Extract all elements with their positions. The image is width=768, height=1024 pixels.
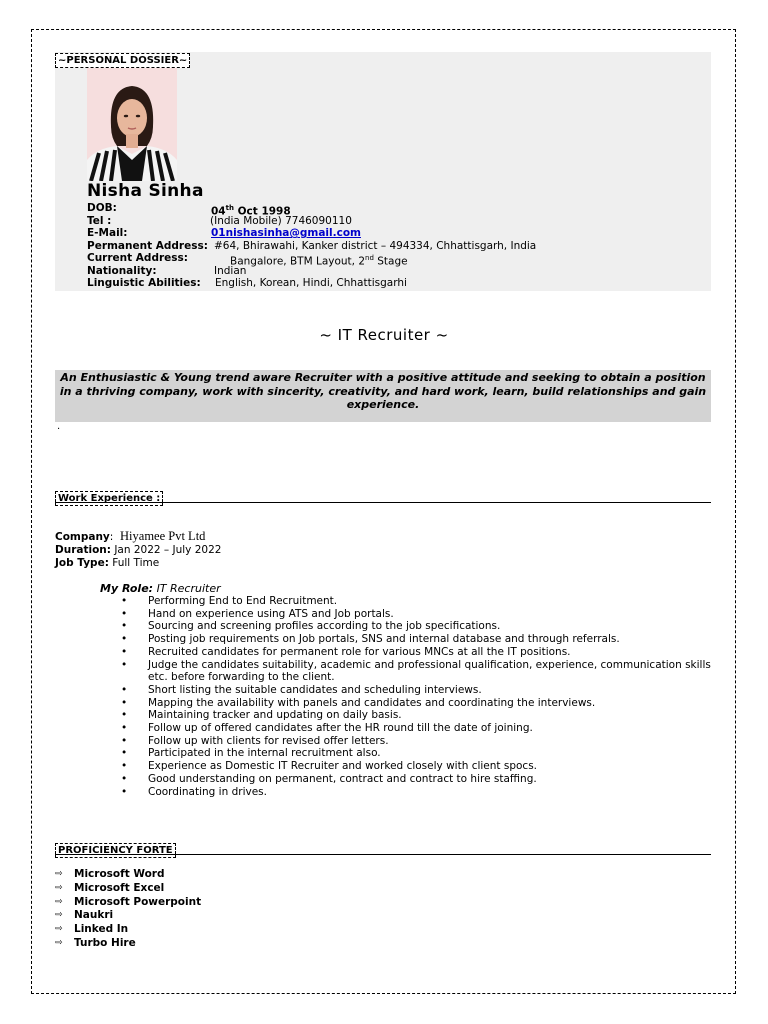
arrow-right-icon: ⇨ — [55, 896, 63, 907]
list-item: ⇨ Naukri — [55, 909, 114, 922]
bullet-dot-icon: • — [121, 633, 128, 646]
personal-section-label: ~PERSONAL DOSSIER~ — [55, 53, 190, 68]
profile-photo — [87, 68, 177, 181]
linguistic-row — [87, 277, 407, 289]
section-divider — [55, 502, 711, 503]
bullet-dot-icon: • — [121, 683, 128, 696]
list-item: • Posting job requirements on Job portals, SNS and internal database and through referrals. — [121, 633, 620, 646]
nationality-row — [87, 265, 247, 277]
bullet-dot-icon: • — [121, 734, 128, 747]
list-item: • Short listing the suitable candidates and scheduling interviews. — [121, 683, 482, 696]
bullet-dot-icon: • — [121, 607, 128, 620]
section-divider — [55, 854, 711, 855]
bullet-dot-icon: • — [121, 772, 128, 785]
bullet-dot-icon: • — [121, 722, 128, 735]
bullet-dot-icon: • — [121, 760, 128, 773]
stray-dot: . — [57, 421, 61, 432]
list-item: ⇨ Microsoft Excel — [55, 881, 165, 894]
proficiency-heading — [55, 838, 711, 858]
nationality-value: Indian — [214, 265, 247, 277]
bullet-dot-icon: • — [121, 696, 128, 709]
proficiency-label: PROFICIENCY FORTE — [55, 843, 176, 858]
bullet-dot-icon: • — [121, 785, 128, 798]
email-label: E-Mail: — [87, 227, 128, 239]
role-row — [100, 582, 221, 595]
duration-row — [55, 544, 221, 557]
duration-label: Duration: — [55, 544, 111, 556]
candidate-name: Nisha Sinha — [87, 181, 204, 201]
tel-value: (India Mobile) 7746090110 — [210, 215, 352, 227]
list-item: • Experience as Domestic IT Recruiter and worked closely with client spocs. — [121, 760, 538, 773]
company-value: Hiyamee Pvt Ltd — [120, 529, 206, 543]
dob-row — [87, 202, 291, 218]
arrow-right-icon: ⇨ — [55, 910, 63, 921]
list-item: • Coordinating in drives. — [121, 785, 267, 798]
dob-label: DOB: — [87, 202, 117, 214]
role-value: IT Recruiter — [156, 582, 221, 595]
career-objective — [55, 370, 711, 422]
list-item: • Maintaining tracker and updating on daily basis. — [121, 709, 402, 722]
jobtype-value: Full Time — [112, 557, 160, 569]
list-item: • Sourcing and screening profiles according to the job specifications. — [121, 620, 501, 633]
list-item: • Judge the candidates suitability, academic and professional qualification, experience, communication skills etc. before forwarding to the client. — [121, 658, 711, 684]
permanent-address-row — [87, 240, 537, 252]
list-item: • Follow up with clients for revised offer letters. — [121, 734, 389, 747]
bullet-dot-icon: • — [121, 658, 128, 671]
linguistic-value: English, Korean, Hindi, Chhattisgarhi — [215, 277, 407, 289]
bullet-dot-icon: • — [121, 747, 128, 760]
headline-title: ~ IT Recruiter ~ — [319, 326, 449, 344]
jobtype-label: Job Type: — [55, 557, 109, 569]
list-item: ⇨ Microsoft Word — [55, 868, 165, 880]
dob-value: 04th Oct 1998 — [211, 204, 291, 218]
list-item: • Good understanding on permanent, contract and contract to hire staffing. — [121, 772, 537, 785]
tel-row — [87, 215, 352, 227]
arrow-right-icon: ⇨ — [55, 937, 63, 948]
tel-label: Tel : — [87, 215, 112, 227]
current-address-label: Current Address: — [87, 252, 188, 264]
current-address-value: Bangalore, BTM Layout, 2nd Stage — [230, 254, 408, 268]
objective-text: An Enthusiastic & Young trend aware Recruiter with a positive attitude and seeking to obtain a position in a thriving company, work with sincerity, creativity, and hard work, learn, build relationships and gain experience. — [59, 371, 707, 411]
duration-value: Jan 2022 – July 2022 — [114, 544, 222, 556]
role-label: My Role: — [100, 582, 154, 595]
arrow-right-icon: ⇨ — [55, 882, 63, 893]
list-item: • Mapping the availability with panels and candidates and coordinating the interviews. — [121, 696, 596, 709]
permanent-address-label: Permanent Address: — [87, 240, 208, 252]
bullet-dot-icon: • — [121, 709, 128, 722]
email-row — [87, 227, 361, 239]
bullet-dot-icon: • — [121, 645, 128, 658]
current-address-row — [87, 252, 408, 268]
company-label: Company — [55, 531, 110, 543]
list-item: • Participated in the internal recruitment also. — [121, 747, 381, 760]
jobtype-row — [55, 557, 159, 570]
permanent-address-value: #64, Bhirawahi, Kanker district – 494334, Chhattisgarh, India — [214, 240, 537, 252]
list-item: • Performing End to End Recruitment. — [121, 595, 338, 607]
email-link[interactable]: 01nishasinha@gmail.com — [211, 227, 361, 239]
personal-dossier — [55, 52, 711, 291]
work-experience-label: Work Experience : — [55, 491, 163, 506]
arrow-right-icon: ⇨ — [55, 924, 63, 935]
list-item: • Follow up of offered candidates after the HR round till the date of joining. — [121, 722, 533, 735]
list-item: ⇨ Linked In — [55, 923, 129, 936]
company-row: Company: Hiyamee Pvt Ltd — [55, 529, 206, 543]
list-item: • Recruited candidates for permanent role for various MNCs at all the IT positions. — [121, 645, 571, 658]
nationality-label: Nationality: — [87, 265, 157, 277]
bullet-dot-icon: • — [121, 620, 128, 633]
list-item: ⇨ Turbo Hire — [55, 936, 136, 949]
work-experience-heading — [55, 486, 711, 506]
arrow-right-icon: ⇨ — [55, 869, 63, 879]
skills-list — [55, 868, 201, 951]
bullet-dot-icon: • — [121, 595, 128, 607]
list-item: ⇨ Microsoft Powerpoint — [55, 895, 202, 908]
list-item: • Hand on experience using ATS and Job portals. — [121, 607, 394, 620]
duties-list — [121, 595, 716, 798]
linguistic-label: Linguistic Abilities: — [87, 277, 201, 289]
